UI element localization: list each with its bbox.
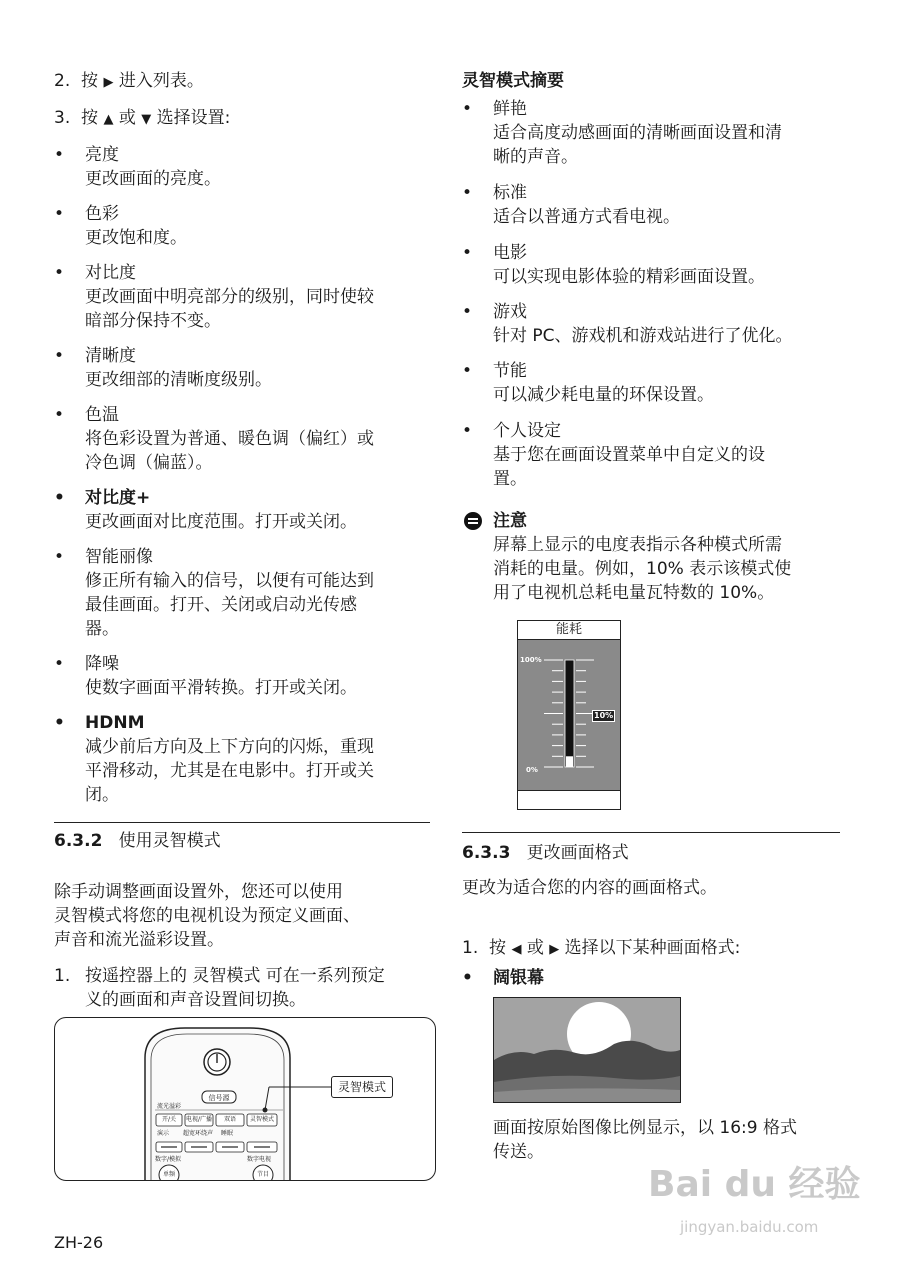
intro-line: 声音和流光溢彩设置。 <box>54 930 224 950</box>
left-arrow-icon: ◀ <box>511 942 522 957</box>
remote-key-label: 开/关 <box>161 1116 177 1123</box>
item-desc: 更改饱和度。 <box>85 228 187 248</box>
item-desc: 暗部分保持不变。 <box>85 311 221 331</box>
step-text: 按 <box>81 71 99 91</box>
energy-meter <box>517 620 621 810</box>
step-3 <box>54 107 230 131</box>
note-icon <box>464 512 482 530</box>
step-number: 2. <box>54 71 71 91</box>
meter-value-label: 10% <box>594 711 614 720</box>
item-desc: 更改画面对比度范围。打开或关闭。 <box>85 512 357 532</box>
note-line: 消耗的电量。例如，10% 表示该模式使 <box>493 559 792 579</box>
digital-analog-label: 数字/模拟 <box>155 1156 182 1163</box>
meter-bottom-label: 0% <box>526 766 538 774</box>
step-text: 按遥控器上的 灵智模式 可在一系列预定 <box>85 966 385 986</box>
section-title: 使用灵智模式 <box>118 831 221 851</box>
section-number: 6.3.3 <box>462 843 511 863</box>
item-desc: 修正所有输入的信号，以便有可能达到 <box>85 571 374 591</box>
remote-key-label: 演示 <box>157 1130 170 1137</box>
mode-desc: 适合以普通方式看电视。 <box>493 207 680 227</box>
meter-title: 能耗 <box>518 621 620 640</box>
note-line: 用了电视机总耗电量瓦特数的 10%。 <box>493 583 775 603</box>
landscape-image <box>494 998 680 1102</box>
item-title: • 对比度+ <box>85 487 150 509</box>
mode-title: • 个人设定 <box>493 420 561 442</box>
item-desc: 将色彩设置为普通、暖色调（偏红）或 <box>85 429 374 449</box>
step-number: 1. <box>54 966 71 986</box>
mode-desc: 基于您在画面设置菜单中自定义的设 <box>493 445 765 465</box>
smart-mode-callout: 灵智模式 <box>331 1076 393 1098</box>
note-title: 注意 <box>493 511 527 531</box>
item-desc: 更改画面中明亮部分的级别，同时使较 <box>85 287 374 307</box>
widescreen-illustration <box>493 997 681 1103</box>
section-divider <box>462 832 840 833</box>
item-desc: 平滑移动，尤其是在电影中。打开或关 <box>85 761 374 781</box>
mode-title: • 游戏 <box>493 301 527 323</box>
mode-title: • 节能 <box>493 360 527 382</box>
item-title: • 清晰度 <box>85 345 136 367</box>
section-number: 6.3.2 <box>54 831 103 851</box>
section-intro: 更改为适合您的内容的画面格式。 <box>462 878 717 898</box>
intro-line: 除手动调整画面设置外，您还可以使用 <box>54 882 343 902</box>
step-number: 1. <box>462 938 479 958</box>
item-title: • 亮度 <box>85 144 119 166</box>
item-desc: 使数字画面平滑转换。打开或关闭。 <box>85 678 357 698</box>
meter-top-label: 100% <box>520 656 542 664</box>
step-text: 选择设置: <box>156 108 231 128</box>
watermark-brand: Bai du 经验 <box>648 1164 861 1205</box>
remote-illustration <box>54 1017 436 1181</box>
step-text: 进入列表。 <box>118 71 204 91</box>
meter-panel <box>518 640 620 791</box>
right-arrow-icon: ▶ <box>549 942 560 957</box>
item-title: • 色温 <box>85 404 119 426</box>
item-title: • 降噪 <box>85 653 119 675</box>
item-desc: 闭。 <box>85 785 119 805</box>
item-desc: 减少前后方向及上下方向的闪烁，重现 <box>85 737 374 757</box>
right-arrow-icon: ▶ <box>103 75 114 90</box>
mode-desc: 可以实现电影体验的精彩画面设置。 <box>493 267 765 287</box>
mode-desc: 适合高度动感画面的清晰画面设置和清 <box>493 123 782 143</box>
item-desc: 最佳画面。打开、关闭或启动光传感 <box>85 595 357 615</box>
step-text: 义的画面和声音设置间切换。 <box>85 990 306 1010</box>
mode-desc: 置。 <box>493 469 527 489</box>
section-title: 更改画面格式 <box>526 843 629 863</box>
ambilight-label: 流光溢彩 <box>157 1103 182 1110</box>
step-1 <box>462 937 740 961</box>
intro-line: 灵智模式将您的电视机设为预定义画面、 <box>54 906 360 926</box>
meter-bar-fill <box>566 756 573 767</box>
step-text: 按 <box>81 108 99 128</box>
down-arrow-icon: ▼ <box>141 112 152 127</box>
remote-key-label: 超宽环绕声 <box>183 1130 214 1137</box>
remote-key-label: 节目 <box>256 1171 269 1178</box>
section-heading <box>462 842 629 864</box>
remote-key-label: 睡眠 <box>221 1130 234 1137</box>
mode-title: • 电影 <box>493 242 527 264</box>
page-number: ZH-26 <box>54 1233 104 1252</box>
section-divider <box>54 822 430 823</box>
source-button-label: 信号源 <box>208 1094 230 1102</box>
format-desc: 画面按原始图像比例显示，以 16:9 格式 <box>493 1118 797 1138</box>
note-line: 屏幕上显示的电度表指示各种模式所需 <box>493 535 782 555</box>
digital-tv-label: 数字电视 <box>247 1156 272 1163</box>
item-desc: 器。 <box>85 619 119 639</box>
mode-desc: 晰的声音。 <box>493 147 578 167</box>
remote-control-image <box>55 1018 435 1180</box>
step-text: 选择以下某种画面格式: <box>564 938 741 958</box>
mode-title: • 鲜艳 <box>493 98 527 120</box>
item-title: • 色彩 <box>85 203 119 225</box>
mode-desc: 针对 PC、游戏机和游戏站进行了优化。 <box>493 326 793 346</box>
summary-title: 灵智模式摘要 <box>462 71 564 91</box>
up-arrow-icon: ▲ <box>103 112 114 127</box>
step-text: 或 <box>118 108 136 128</box>
mode-title: • 标准 <box>493 182 527 204</box>
step-text: 按 <box>489 938 507 958</box>
remote-key-label: 双语 <box>223 1116 236 1123</box>
item-desc: 冷色调（偏蓝）。 <box>85 453 213 473</box>
section-heading <box>54 830 221 852</box>
item-title: • 智能丽像 <box>85 546 153 568</box>
mode-desc: 可以减少耗电量的环保设置。 <box>493 385 714 405</box>
remote-key-label: 灵智模式 <box>249 1116 274 1123</box>
step-number: 3. <box>54 108 71 128</box>
item-title: • 对比度 <box>85 262 136 284</box>
meter-bar-track <box>565 660 574 767</box>
remote-key-label: 电视/广播 <box>185 1116 213 1123</box>
item-desc: 更改画面的亮度。 <box>85 169 221 189</box>
remote-key-label: 单频 <box>162 1171 175 1178</box>
watermark-url: jingyan.baidu.com <box>680 1218 819 1236</box>
item-title: • HDNM <box>85 712 144 734</box>
step-2 <box>54 70 204 94</box>
format-desc: 传送。 <box>493 1142 544 1162</box>
step-text: 或 <box>526 938 544 958</box>
item-desc: 更改细部的清晰度级别。 <box>85 370 272 390</box>
format-title: • 阔银幕 <box>493 967 544 989</box>
